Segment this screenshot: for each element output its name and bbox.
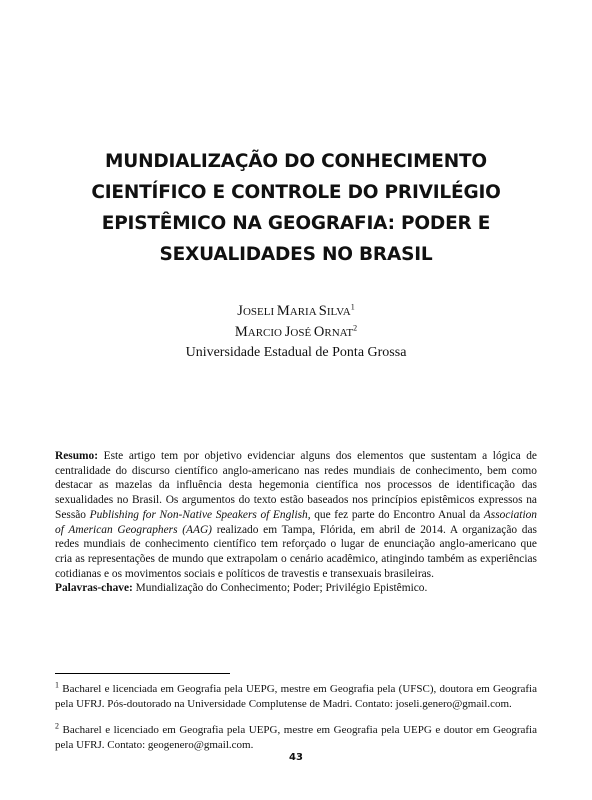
title-line: EPISTÊMICO NA GEOGRAFIA: PODER E <box>101 213 491 234</box>
abstract-label: Resumo: <box>55 450 99 462</box>
footnote: $^2$ Bacharel e licenciado em Geografia pela UEPG, mestre em Geografia pela UEPG e doutor em Geografia pela UFRJ. Contato: geogenero@gmail.com. <box>55 721 537 751</box>
article-title <box>60 146 532 270</box>
footnote-ref: 2 <box>353 323 358 333</box>
title-line: MUNDIALIZAÇÃO DO CONHECIMENTO <box>105 151 487 172</box>
footnote-number: 1 <box>55 680 59 690</box>
abstract <box>55 449 537 596</box>
affiliation: Universidade Estadual de Ponta Grossa <box>185 345 407 360</box>
author-name: JOSELI MARIA SILVA$^1$ <box>237 302 355 319</box>
page-number: 43 <box>289 752 303 763</box>
author-name: MARCIO JOSÉ ORNAT$^2$ <box>234 323 358 340</box>
title-line: CIENTÍFICO E CONTROLE DO PRIVILÉGIO <box>91 182 501 203</box>
footnote-ref: 1 <box>350 302 355 312</box>
footnote-number: 2 <box>55 721 59 731</box>
keywords: Palavras-chave: Mundialização do Conhecimento; Poder; Privilégio Epistêmico. <box>55 582 428 595</box>
title-line: SEXUALIDADES NO BRASIL <box>159 244 433 265</box>
footnote: $^1$ Bacharel e licenciada em Geografia pela UEPG, mestre em Geografia pela (UFSC), doutora em Geografia pela UFRJ. Pós-doutorado na Universidade Complutense de Madri. Contato: joseli.genero@gmail.com. <box>55 680 537 710</box>
keywords-label: Palavras-chave: <box>55 582 133 595</box>
footnote-divider <box>55 673 230 674</box>
abstract-body: Resumo: Este artigo tem por objetivo evidenciar alguns dos elementos que sustentam a lógica de centralidade do discurso científico anglo-americano nas redes mundiais de conhecimento, bem como destacar as mazelas da influência desta hegemonia científica nos processos de identificação das sexualidades no Brasil. Os argumentos do texto estão baseados nos princípios epistêmicos expressos na Sessão Publishing for Non-Native Speakers of English, que fez parte do Encontro Anual da Association of American Geographers (AAG) realizado em Tampa, Flórida, em abril de 2014. A organização das redes mundiais de conhecimento científico tem reforçado o lugar de enunciação anglo-americano que cria as representações de mundo que extrapolam o cenário acadêmico, atingindo também as experiências cotidianas e os movimentos sociais e políticos de travestis e transexuais brasileiras. <box>55 450 537 580</box>
